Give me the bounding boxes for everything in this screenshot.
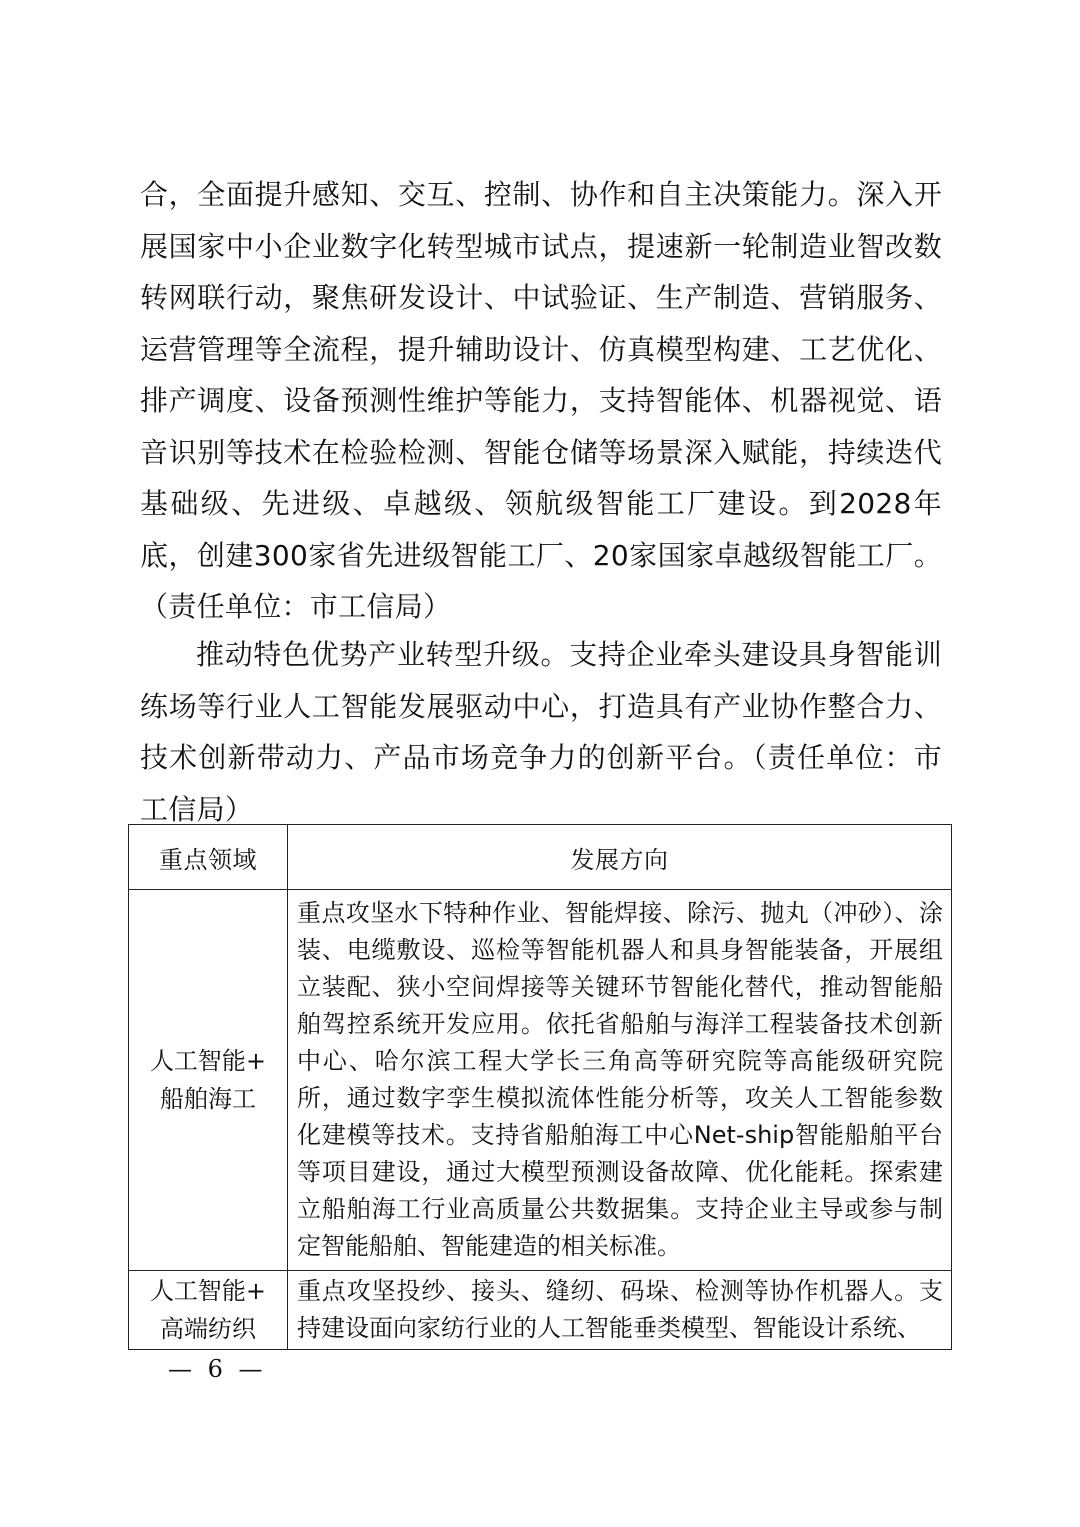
table-row [129,890,952,1271]
direction-cell: 重点攻坚水下特种作业、智能焊接、除污、抛丸（冲砂）、涂装、电缆敷设、巡检等智能机器人和具身智能装备，开展组立装配、狭小空间焊接等关键环节智能化替代，推动智能船舶驾控系统开发应用。依托省船舶与海洋工程装备技术创新中心、哈尔滨工程大学长三角高等研究院等高能级研究院所，通过数字孪生模拟流体性能分析等，攻关人工智能参数化建模等技术。支持省船舶海工中心Net-ship智能船舶平台等项目建设，通过大模型预测设备故障、优化能耗。探索建立船舶海工行业高质量公共数据集。支持企业主导或参与制定智能船舶、智能建造的相关标准。 [288,890,952,1271]
header-key-field: 重点领域 [129,825,288,890]
key-field-line: 人工智能+ [149,1047,267,1075]
key-field-cell [129,890,288,1271]
header-development-direction: 发展方向 [288,825,952,890]
key-field-line: 人工智能+ [149,1277,267,1305]
body-paragraph-smart-factory: 合，全面提升感知、交互、控制、协作和自主决策能力。深入开展国家中小企业数字化转型城市试点，提速新一轮制造业智改数转网联行动，聚焦研发设计、中试验证、生产制造、营销服务、运营管理等全流程，提升辅助设计、仿真模型构建、工艺优化、排产调度、设备预测性维护等能力，支持智能体、机器视觉、语音识别等技术在检验检测、智能仓储等场景深入赋能，持续迭代基础级、先进级、卓越级、领航级智能工厂建设。到2028年底，创建300家省先进级智能工厂、20家国家卓越级智能工厂。（责任单位：市工信局） [140,178,942,623]
key-fields-table [128,824,952,1350]
body-paragraph-industry-upgrade: 推动特色优势产业转型升级。支持企业牵头建设具身智能训练场等行业人工智能发展驱动中心，打造具有产业协作整合力、技术创新带动力、产品市场竞争力的创新平台。（责任单位：市工信局） [140,638,942,826]
direction-cell [288,1271,952,1350]
page-number: — 6 — [168,1355,267,1383]
table-header-row [129,825,952,890]
key-field-line: 高端纺织 [160,1315,256,1343]
direction-text: 重点攻坚投纱、接头、缝纫、码垛、检测等协作机器人。支持建设面向家纺行业的人工智能垂类模型、智能设计系统、 [297,1277,943,1339]
key-field-line: 船舶海工 [160,1085,256,1113]
table-row [129,1271,952,1350]
key-field-cell [129,1271,288,1350]
